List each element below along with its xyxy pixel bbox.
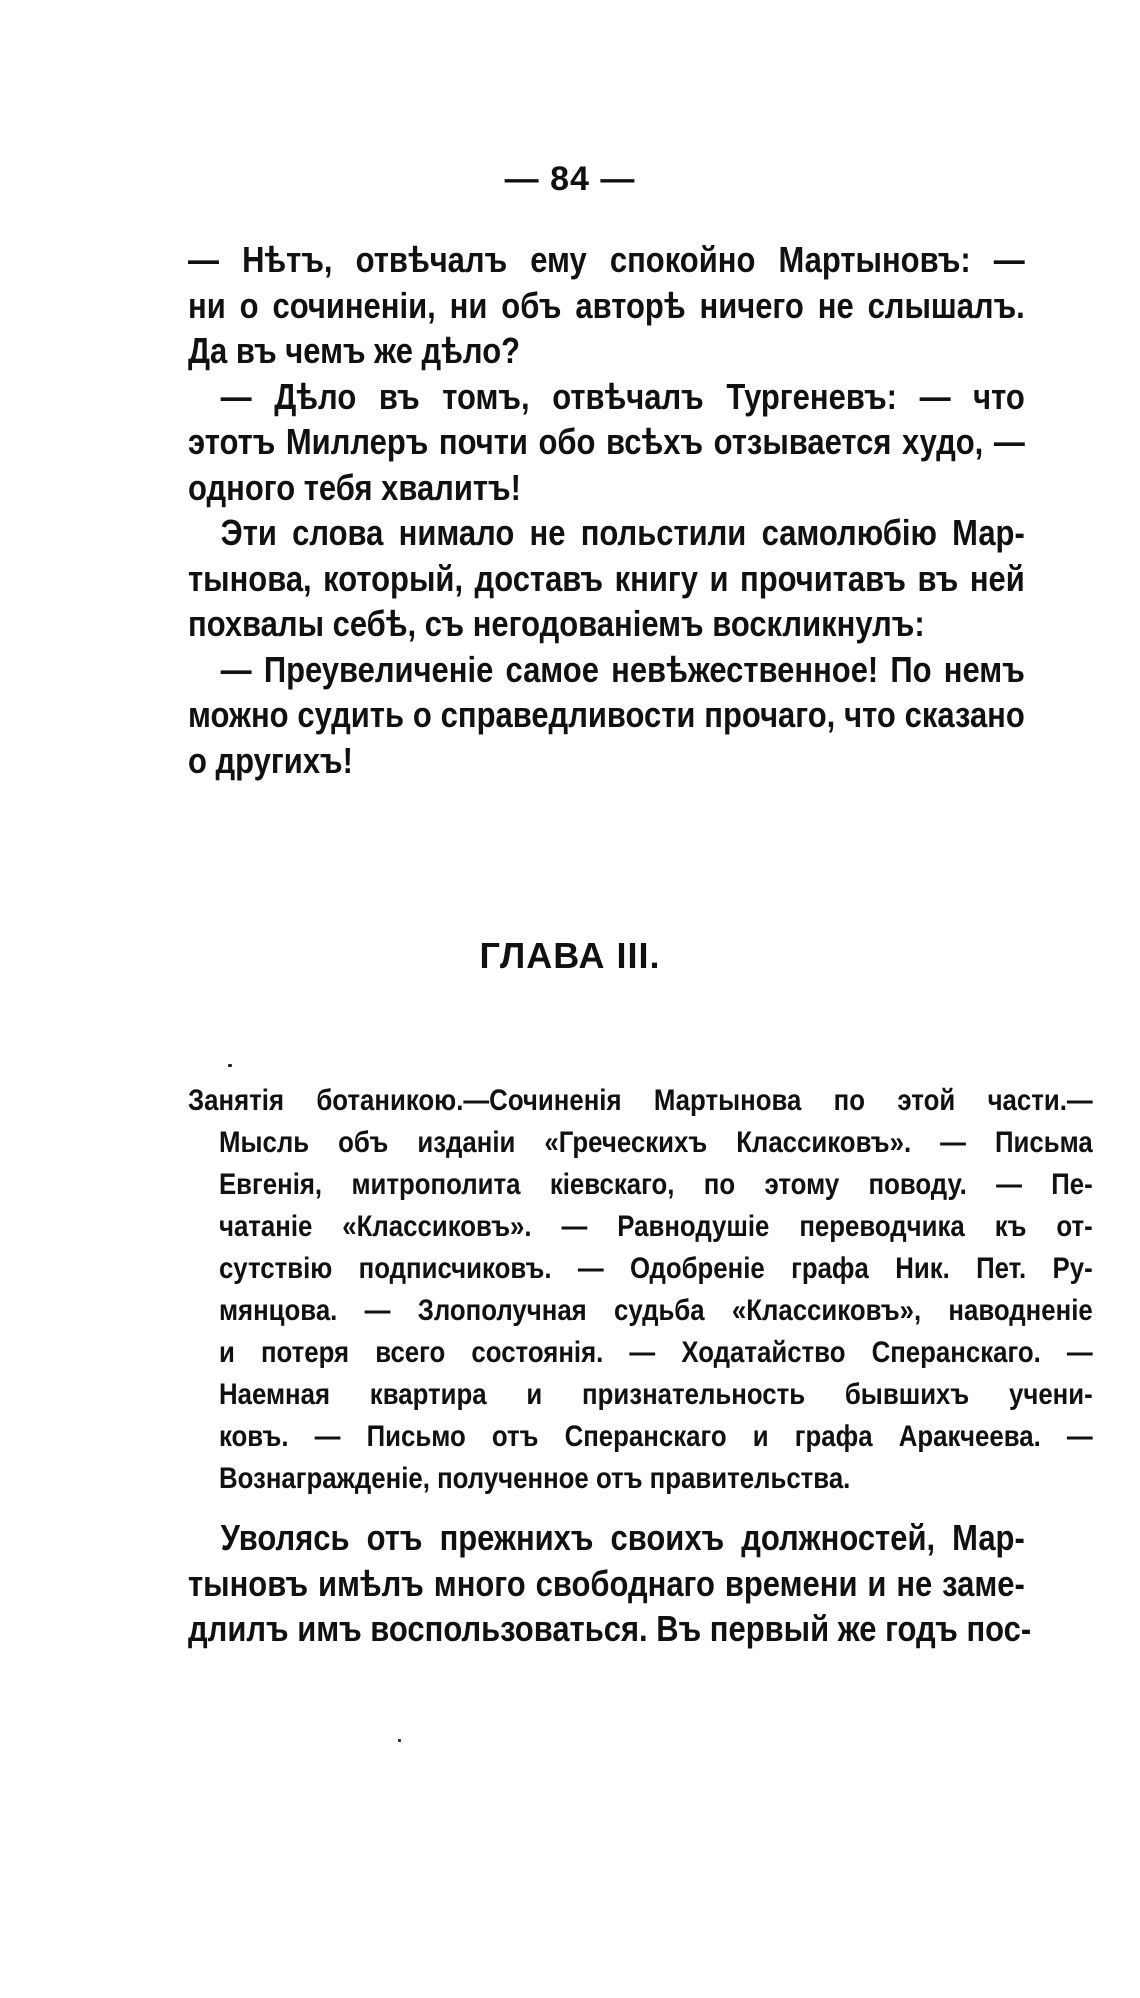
page-number: — 84 — xyxy=(504,160,636,198)
summary-line: и потеря всего состоянія. — Ходатайство Сперанскаго. — xyxy=(218,1336,1093,1369)
summary-line: мянцова. — Злополучная судьба «Классиковъ», наводненіе xyxy=(218,1294,1093,1327)
text-line: о другихъ! xyxy=(188,739,353,781)
text-line: длилъ имъ воспользоваться. Въ первый же годъ пос- xyxy=(188,1608,1032,1649)
text-line: можно судить о справедливости прочаго, что сказано xyxy=(188,694,1025,735)
text-line: Да въ чемъ же дѣло? xyxy=(188,330,521,371)
chapter-title: ГЛАВА III. xyxy=(479,935,661,976)
text-line: тынова, который, доставъ книгу и прочитавъ въ ней xyxy=(188,557,1025,599)
summary-line: Мысль объ изданіи «Греческихъ Классиковъ». — Письма xyxy=(218,1126,1093,1159)
text-line: — Нѣтъ, отвѣчалъ ему спокойно Мартыновъ: — xyxy=(188,239,1025,280)
text-line: — Преувеличеніе самое невѣжественное! По немъ xyxy=(220,648,1025,690)
chapter-summary xyxy=(188,1080,1093,1500)
text-line: похвалы себѣ, съ негодованіемъ воскликнулъ: xyxy=(188,603,925,644)
text-line: этотъ Миллеръ почти обо всѣхъ отзывается худо, — xyxy=(188,421,1025,462)
dialogue-passage xyxy=(188,237,1025,783)
summary-line: ковъ. — Письмо отъ Сперанскаго и графа Аракчеева. — xyxy=(218,1420,1093,1453)
summary-line: Наемная квартира и признательность бывшихъ учени- xyxy=(218,1378,1093,1411)
summary-line: чатаніе «Классиковъ». — Равнодушіе переводчика къ от- xyxy=(218,1210,1093,1243)
text-line: ни о сочиненіи, ни объ авторѣ ничего не слышалъ. xyxy=(188,284,1025,326)
text-line: одного тебя хвалитъ! xyxy=(188,466,521,508)
summary-line: Евгенія, митрополита кіевскаго, по этому поводу. — Пе- xyxy=(218,1168,1093,1201)
print-speck xyxy=(228,1064,232,1067)
summary-line: Вознагражденіе, полученное отъ правительства. xyxy=(218,1462,851,1495)
text-line: Эти слова нимало не польстили самолюбію Мар- xyxy=(220,512,1025,553)
text-line: тыновъ имѣлъ много свободнаго времени и не заме- xyxy=(188,1562,1025,1604)
summary-line: сутствію подписчиковъ. — Одобреніе графа Ник. Пет. Ру- xyxy=(218,1252,1093,1285)
text-line: — Дѣло въ томъ, отвѣчалъ Тургеневъ: — что xyxy=(220,375,1025,417)
chapter-opening-paragraph xyxy=(188,1515,1032,1652)
print-speck xyxy=(398,1739,401,1742)
text-line: Уволясь отъ прежнихъ своихъ должностей, Мар- xyxy=(220,1517,1025,1558)
summary-line: Занятія ботаникою.—Сочиненія Мартынова по этой части.— xyxy=(188,1084,1093,1117)
